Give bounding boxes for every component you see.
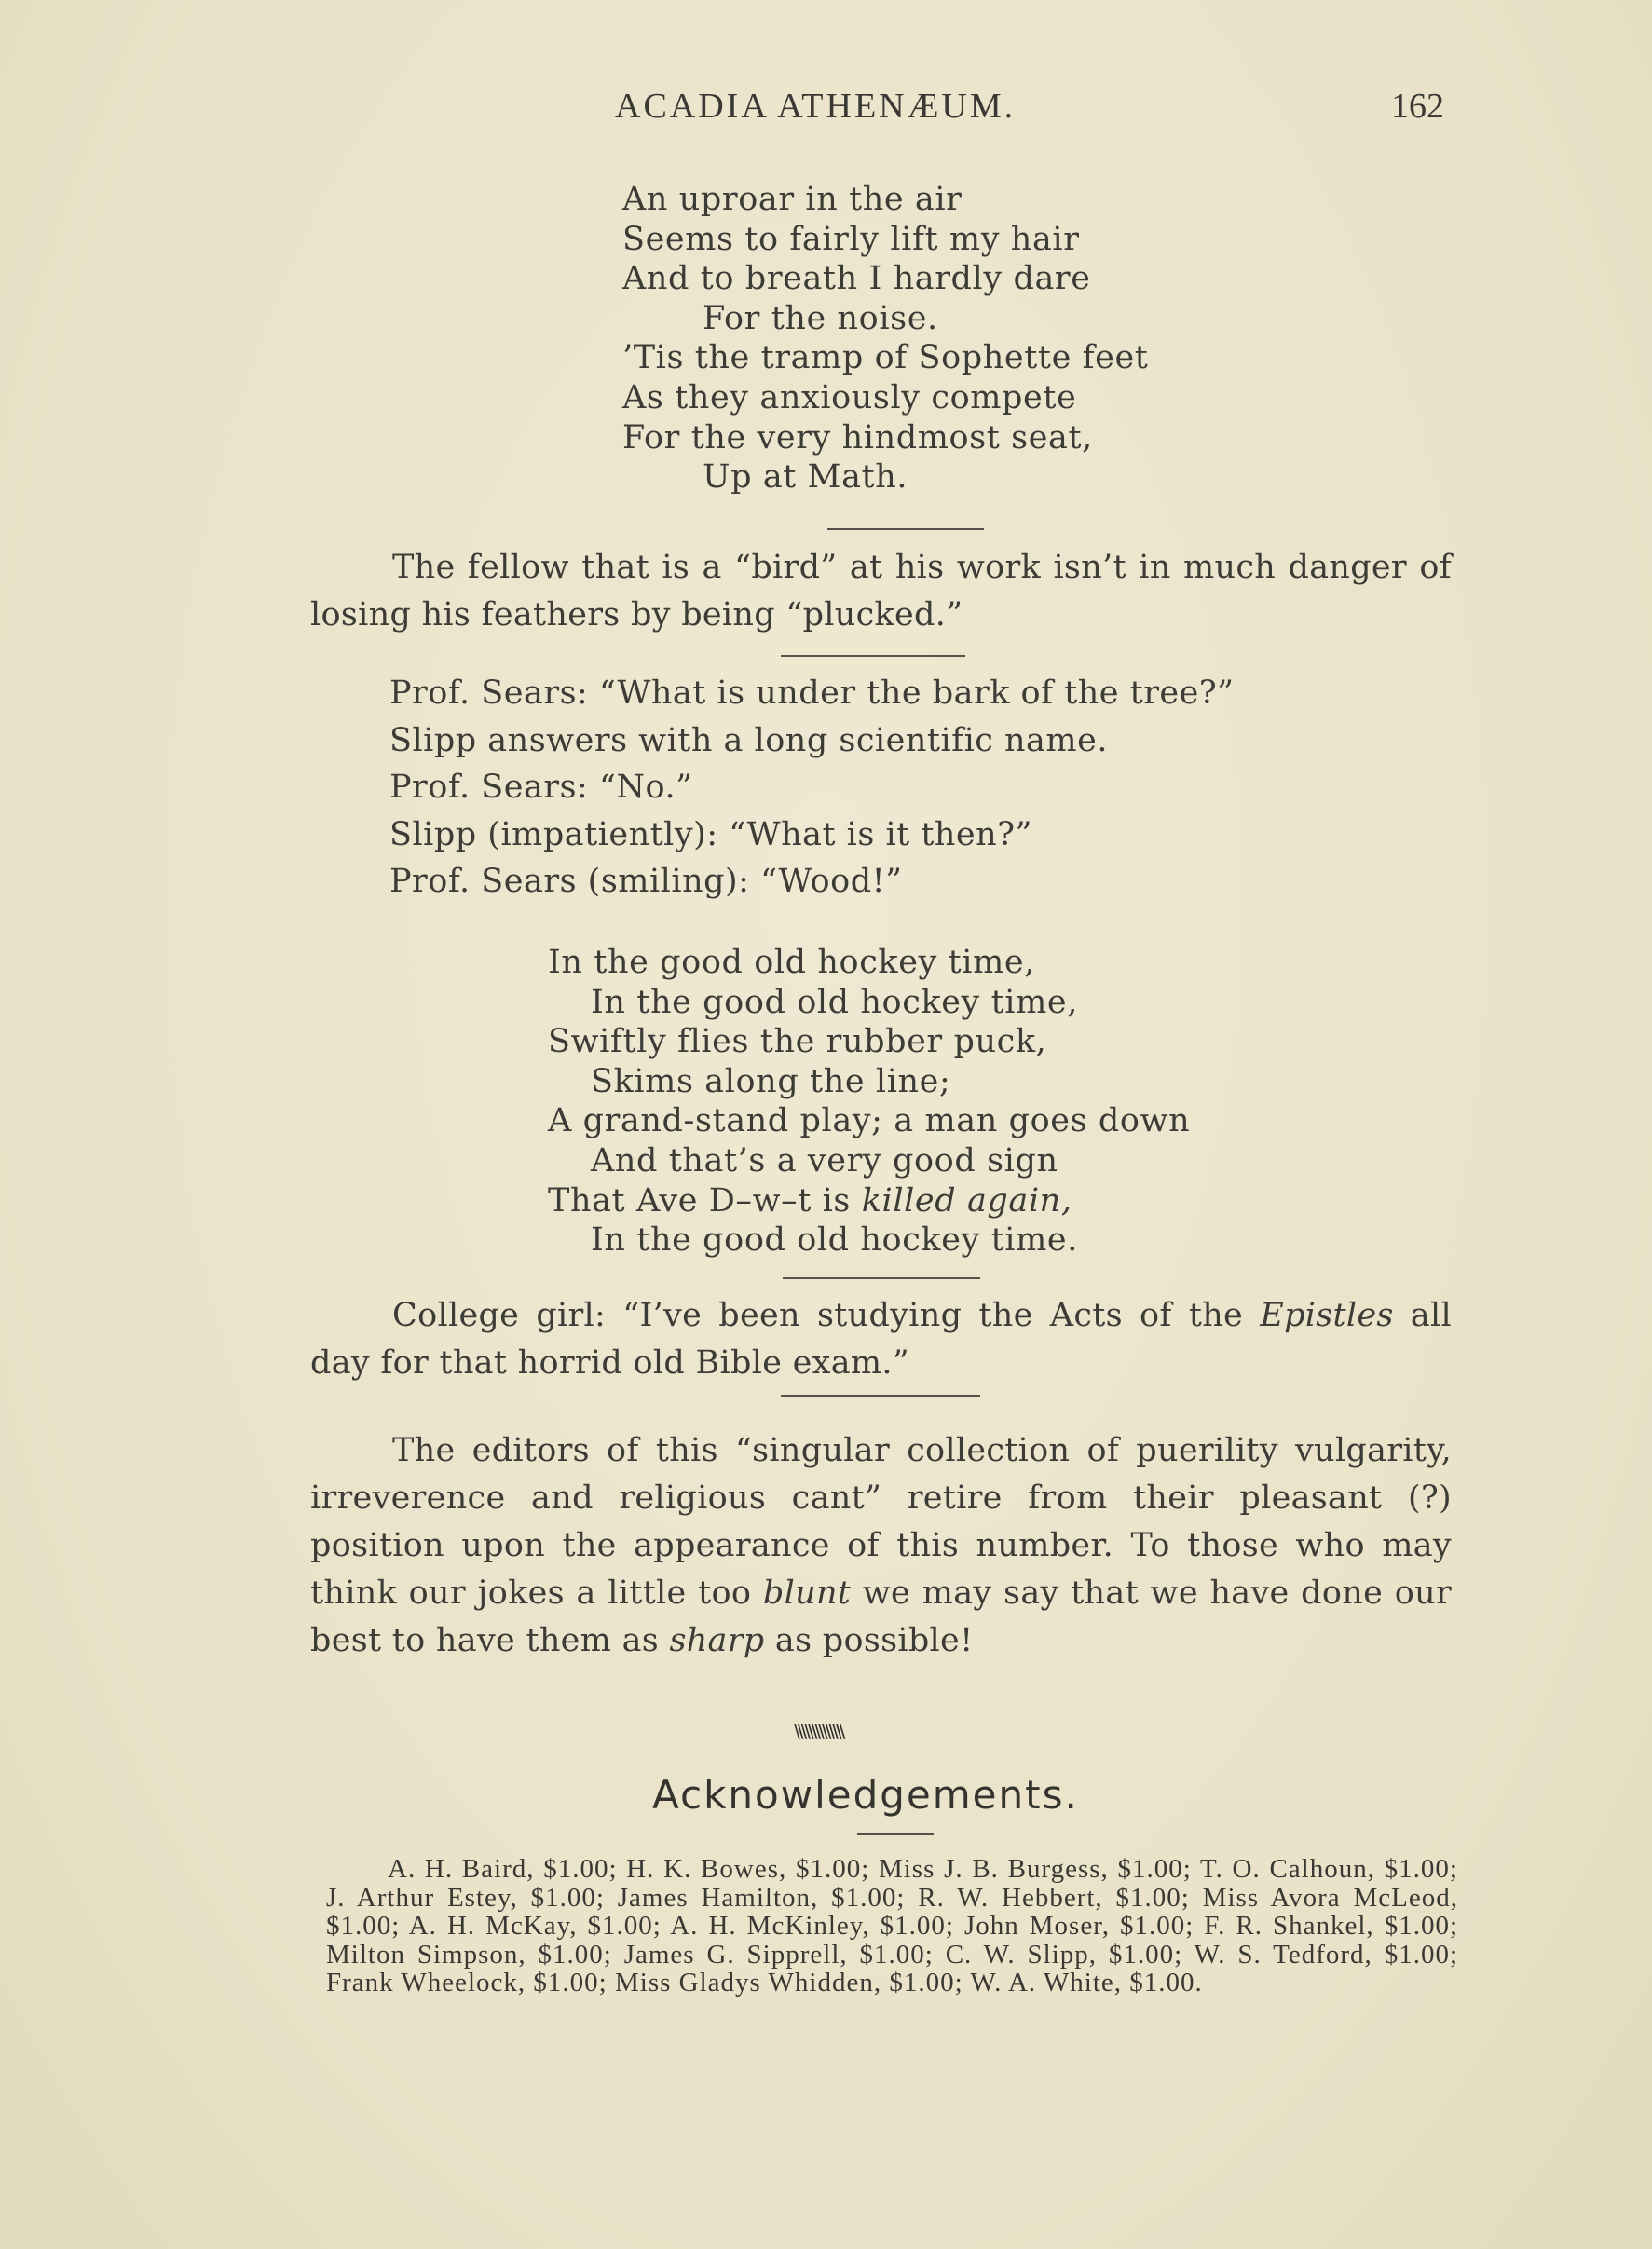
poem-line: Up at Math. <box>703 458 908 497</box>
dialogue-line: Slipp (impatiently): “What is it then?” <box>389 815 1032 853</box>
dialogue-line: Prof. Sears (smiling): “Wood!” <box>389 863 903 900</box>
poem-line: Seems to fairly lift my hair <box>622 220 1080 258</box>
hockey-poem <box>548 943 1190 1261</box>
poem-line: And that’s a very good sign <box>591 1141 1058 1179</box>
poem-line: ’Tis the tramp of Sophette feet <box>622 339 1149 377</box>
poem-line: A grand-stand play; a man goes down <box>548 1102 1191 1140</box>
joke-text: all day for that horrid old Bible exam.” <box>310 1297 1452 1382</box>
page-header <box>615 86 1454 132</box>
section-divider <box>781 655 965 657</box>
poem-line: Swiftly flies the rubber puck, <box>548 1023 1047 1061</box>
poem-line: And to breath I hardly dare <box>622 260 1091 298</box>
poem-line: For the noise. <box>703 299 938 337</box>
section-divider <box>781 1395 980 1397</box>
poem-italic: killed again, <box>861 1181 1072 1220</box>
poem-line <box>548 1181 1190 1221</box>
note-text: as possible! <box>774 1622 974 1659</box>
note-italic: sharp <box>669 1622 765 1659</box>
poem-line: In the good old hockey time, <box>548 944 1035 981</box>
bird-joke <box>310 544 1452 639</box>
poem-line-start: That Ave D–w–t is <box>548 1181 851 1220</box>
bird-joke-text: The fellow that is a “bird” at his work isn’t in much danger of losing his feathers by being “plucked.” <box>310 549 1452 634</box>
acknowledgements-list <box>326 1855 1458 1997</box>
note-italic: blunt <box>762 1574 852 1612</box>
section-divider <box>783 1277 980 1279</box>
editors-note <box>310 1427 1452 1665</box>
poem-line: For the very hindmost seat, <box>622 418 1093 457</box>
poem-line: As they anxiously compete <box>622 378 1077 416</box>
poem-line: An uproar in the air <box>622 181 963 218</box>
dialogue-line: Prof. Sears: “What is under the bark of the tree?” <box>389 675 1235 712</box>
acknowledgements-title: Acknowledgements. <box>652 1772 1079 1818</box>
joke-text: College girl: “I’ve been studying the Acts of the <box>392 1297 1244 1334</box>
acknowledgements-text: A. H. Baird, $1.00; H. K. Bowes, $1.00; Miss J. B. Burgess, $1.00; T. O. Calhoun, $1.00; J. Arthur Estey, $1.00; James Hamilton, $1.00; R. W. Hebbert, $1.00; Miss Avora McLeod, $1.00; A. H. McKay, $1.00; A. H. McKinley, $1.00; John Moser, $1.00; F. R. Shankel, $1.00; Milton Simpson, $1.00; James G. Sipprell, $1.00; C. W. Slipp, $1.00; W. S. Tedford, $1.00; Frank Wheelock, $1.00; Miss Gladys Whidden, $1.00; W. A. White, $1.00. <box>326 1854 1458 1997</box>
section-divider <box>827 528 984 530</box>
page-number: 162 <box>1391 87 1444 126</box>
sears-dialogue <box>389 670 1235 906</box>
title-underline <box>857 1833 934 1835</box>
ornament-divider: \\\\\\\\\\\\\\ <box>794 1720 843 1742</box>
note-text: we may say that we have done our best to have them as <box>310 1574 1452 1659</box>
running-title: ACADIA ATHENÆUM. <box>615 87 1017 126</box>
poem-line: Skims along the line; <box>591 1062 951 1100</box>
dialogue-line: Prof. Sears: “No.” <box>389 769 693 806</box>
poem-line: In the good old hockey time. <box>591 1221 1078 1260</box>
math-poem <box>622 180 1148 498</box>
dialogue-line: Slipp answers with a long scientific name. <box>389 721 1108 759</box>
joke-italic: Epistles <box>1260 1297 1394 1334</box>
poem-line: In the good old hockey time, <box>591 983 1078 1021</box>
note-text: The editors of this “singular collection of puerility vulgarity, irreverence and religious cant” retire from their pleasant (?) position upon the appearance of this number. To those who may think our jokes a little too <box>310 1432 1452 1612</box>
college-girl-joke <box>310 1292 1452 1387</box>
